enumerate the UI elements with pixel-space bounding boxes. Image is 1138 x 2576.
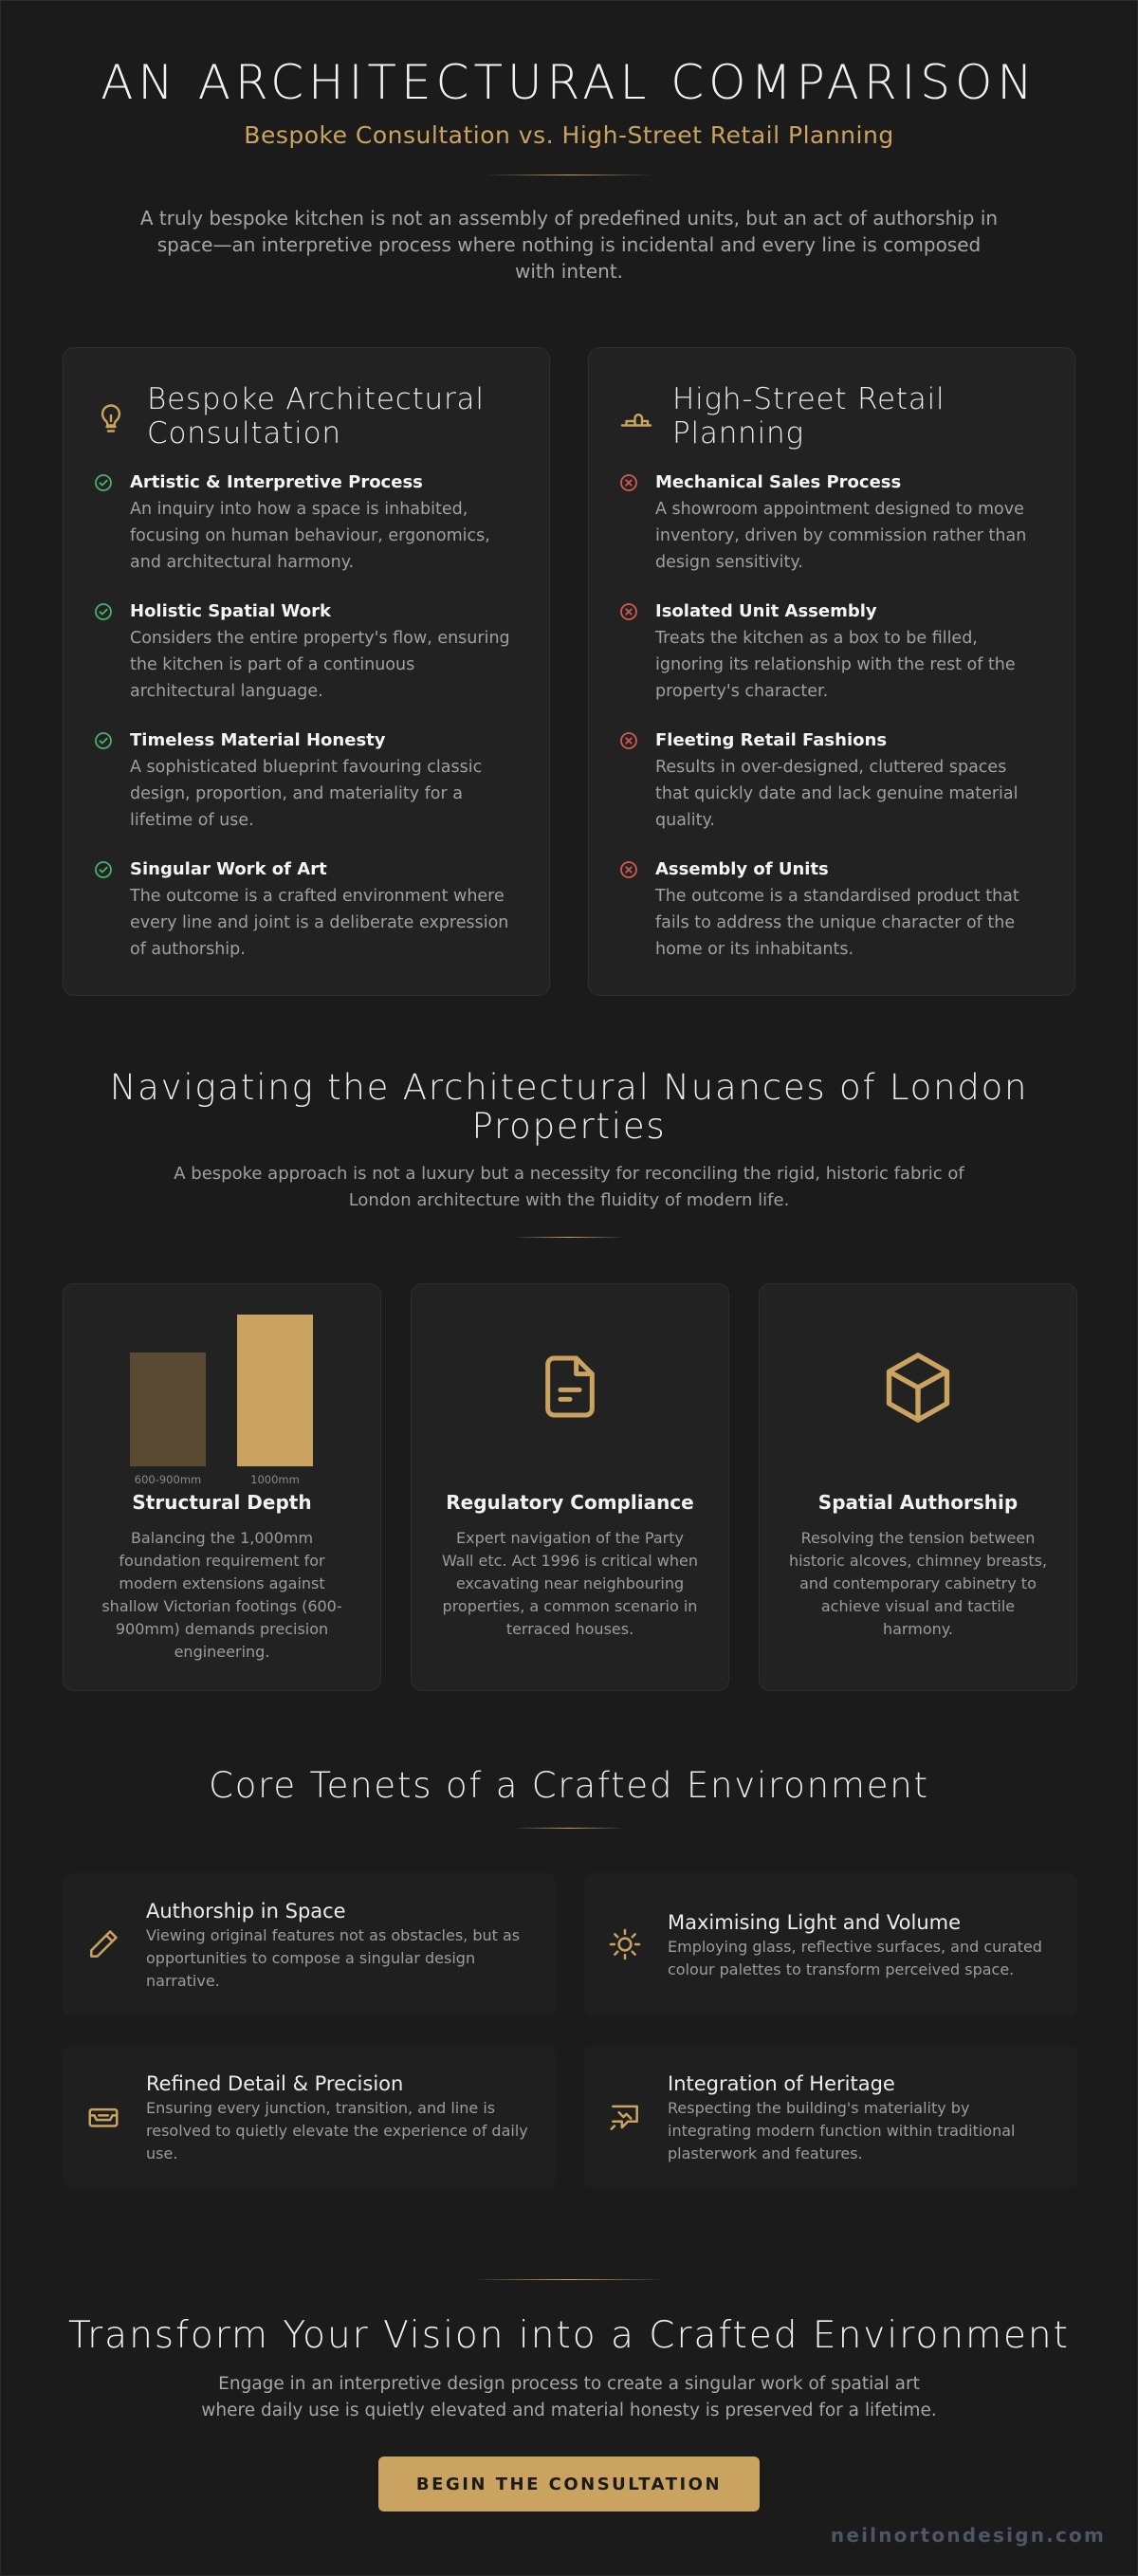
item-desc: An inquiry into how a space is inhabited, focusing on human behaviour, ergonomics, and architectural harmony. bbox=[130, 500, 490, 572]
item-title: Mechanical Sales Process bbox=[655, 472, 902, 492]
tenets-divider bbox=[512, 1828, 626, 1829]
item-title: Isolated Unit Assembly bbox=[655, 601, 877, 621]
list-item bbox=[94, 600, 511, 705]
list-item bbox=[619, 600, 1037, 705]
tenet-card-detail bbox=[63, 2046, 556, 2188]
check-circle-icon bbox=[94, 860, 113, 879]
item-title: Assembly of Units bbox=[655, 859, 829, 879]
tenet-title: Refined Detail & Precision bbox=[146, 2072, 404, 2095]
bespoke-card-header bbox=[94, 382, 545, 451]
list-item bbox=[94, 471, 511, 576]
depth-bar bbox=[130, 1352, 206, 1466]
tenet-desc: Viewing original features not as obstacles, but as opportunities to compose a singular design narrative. bbox=[146, 1926, 521, 1990]
card-desc: Expert navigation of the Party Wall etc. Act 1996 is critical when excavating near neighbouring properties, a common scenario in terraced houses. bbox=[441, 1529, 699, 1638]
item-desc: Treats the kitchen as a box to be filled, ignoring its relationship with the rest of the property's character. bbox=[655, 629, 1016, 701]
check-circle-icon bbox=[94, 473, 113, 492]
intro-text: A truly bespoke kitchen is not an assembly of predefined units, but an act of authorship in space—an interpretive process where nothing is incidental and every line is composed with intent. bbox=[139, 207, 999, 283]
tenet-card-authorship bbox=[63, 1873, 556, 2015]
cube-icon bbox=[877, 1347, 959, 1428]
drawer-icon bbox=[85, 2099, 121, 2135]
bespoke-card bbox=[63, 347, 550, 996]
tenet-title: Authorship in Space bbox=[146, 1900, 346, 1923]
tenet-desc: Employing glass, reflective surfaces, and curated colour palettes to transform perceived space. bbox=[668, 1938, 1042, 1978]
retail-card bbox=[588, 347, 1075, 996]
item-desc: Considers the entire property's flow, ensuring the kitchen is part of a continuous architectural language. bbox=[130, 629, 510, 701]
item-desc: A sophisticated blueprint favouring classic design, proportion, and materiality for a lifetime of use. bbox=[130, 758, 483, 830]
begin-consultation-button[interactable]: BEGIN THE CONSULTATION bbox=[378, 2456, 760, 2512]
tenet-title: Maximising Light and Volume bbox=[668, 1911, 962, 1934]
plan-icon bbox=[607, 2099, 643, 2135]
card-desc: Resolving the tension between historic alcoves, chimney breasts, and contemporary cabinetry to achieve visual and tactile harmony. bbox=[788, 1529, 1048, 1638]
bespoke-card-title: Bespoke Architectural Consultation bbox=[147, 382, 485, 451]
list-item bbox=[619, 858, 1037, 963]
check-circle-icon bbox=[94, 731, 113, 750]
shopping-bag-icon bbox=[619, 401, 653, 435]
item-desc: Results in over-designed, cluttered spaces that quickly date and lack genuine material quality. bbox=[655, 758, 1019, 830]
document-icon bbox=[532, 1349, 608, 1425]
item-title: Singular Work of Art bbox=[130, 859, 327, 879]
structural-depth-card bbox=[63, 1283, 381, 1691]
tenet-title: Integration of Heritage bbox=[668, 2072, 895, 2095]
tenet-desc: Respecting the building's materiality by integrating modern function within traditional plasterwork and features. bbox=[668, 2099, 1016, 2162]
x-circle-icon bbox=[619, 473, 638, 492]
regulatory-compliance-card bbox=[411, 1283, 729, 1691]
spatial-authorship-card bbox=[759, 1283, 1077, 1691]
card-title: Structural Depth bbox=[132, 1491, 312, 1514]
london-section-subtitle: A bespoke approach is not a luxury but a necessity for reconciling the rigid, historic fabric of London architecture with the fluidity of modern life. bbox=[174, 1164, 964, 1210]
cta-subtitle: Engage in an interpretive design process to create a singular work of spatial art where daily use is quietly elevated and material honesty is preserved for a lifetime. bbox=[201, 2374, 937, 2420]
item-title: Fleeting Retail Fashions bbox=[655, 730, 888, 750]
cta-title: Transform Your Vision into a Crafted Environment bbox=[68, 2314, 1070, 2357]
list-item bbox=[94, 729, 511, 834]
page-subtitle: Bespoke Consultation vs. High-Street Retail Planning bbox=[244, 121, 894, 149]
tenet-card-light bbox=[584, 1873, 1077, 2015]
card-title: Spatial Authorship bbox=[817, 1491, 1019, 1514]
lightbulb-icon bbox=[94, 401, 128, 435]
page-title: AN ARCHITECTURAL COMPARISON bbox=[101, 55, 1037, 110]
item-desc: The outcome is a crafted environment where every line and joint is a deliberate expression of authorship. bbox=[130, 887, 509, 959]
footer-brand[interactable]: neilnortondesign.com bbox=[830, 2524, 1106, 2547]
item-title: Artistic & Interpretive Process bbox=[130, 472, 423, 492]
x-circle-icon bbox=[619, 602, 638, 621]
list-item bbox=[94, 858, 511, 963]
depth-bar bbox=[237, 1315, 313, 1466]
x-circle-icon bbox=[619, 731, 638, 750]
card-title: Regulatory Compliance bbox=[446, 1491, 694, 1514]
x-circle-icon bbox=[619, 860, 638, 879]
bar-label: 1000mm bbox=[250, 1473, 300, 1483]
sun-icon bbox=[607, 1926, 643, 1962]
london-divider bbox=[512, 1237, 626, 1238]
bar-label: 600-900mm bbox=[134, 1473, 202, 1483]
retail-card-header bbox=[619, 382, 1071, 451]
item-title: Timeless Material Honesty bbox=[130, 730, 386, 750]
tenets-section-title: Core Tenets of a Crafted Environment bbox=[209, 1765, 929, 1806]
item-desc: A showroom appointment designed to move inventory, driven by commission rather than design sensitivity. bbox=[655, 500, 1027, 572]
pencil-icon bbox=[85, 1926, 121, 1962]
structural-depth-chart bbox=[64, 1284, 380, 1483]
card-desc: Balancing the 1,000mm foundation requirement for modern extensions against shallow Victorian footings (600-900mm) demands precision engineering. bbox=[101, 1529, 342, 1661]
london-section-title: Navigating the Architectural Nuances of London Properties bbox=[109, 1067, 1029, 1147]
item-desc: The outcome is a standardised product that fails to address the unique character of the home or its inhabitants. bbox=[655, 887, 1019, 959]
check-circle-icon bbox=[94, 602, 113, 621]
tenet-desc: Ensuring every junction, transition, and line is resolved to quietly elevate the experience of daily use. bbox=[146, 2099, 528, 2162]
item-title: Holistic Spatial Work bbox=[130, 601, 331, 621]
list-item bbox=[619, 471, 1037, 576]
tenet-card-heritage bbox=[584, 2046, 1077, 2188]
cta-divider bbox=[472, 2279, 666, 2280]
list-item bbox=[619, 729, 1037, 834]
retail-card-title: High-Street Retail Planning bbox=[672, 382, 945, 451]
